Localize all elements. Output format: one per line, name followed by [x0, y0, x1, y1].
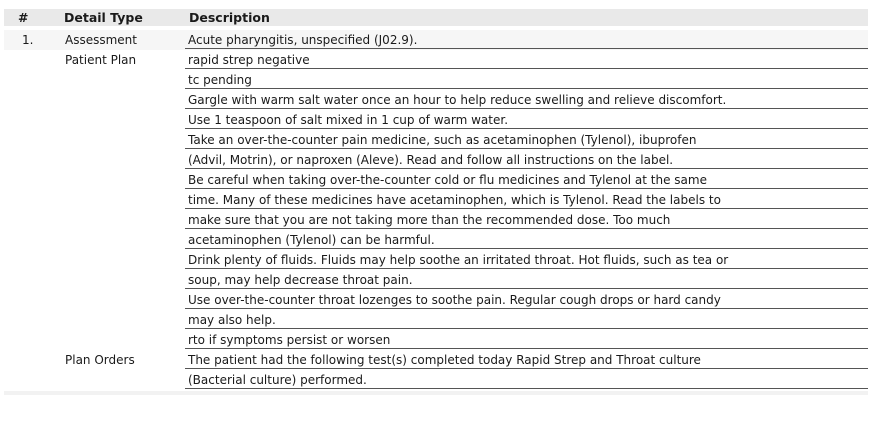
row-description: make sure that you are not taking more than the recommended dose. Too much [185, 210, 868, 229]
table-row [4, 170, 868, 190]
table-row [4, 110, 868, 130]
table-row [4, 150, 868, 170]
row-detail-type: Assessment [65, 33, 137, 47]
row-detail-type: Patient Plan [65, 53, 137, 67]
header-detail-type: Detail Type [64, 10, 143, 25]
table-row [4, 290, 868, 310]
table-row [4, 350, 868, 370]
header-number: # [18, 10, 29, 25]
row-description: soup, may help decrease throat pain. [185, 270, 868, 289]
row-description: Gargle with warm salt water once an hour to help reduce swelling and relieve discomfort. [185, 90, 868, 109]
table-row [4, 50, 868, 70]
table-row [4, 190, 868, 210]
table-row [4, 370, 868, 390]
table-row [4, 210, 868, 230]
table-row [4, 250, 868, 270]
row-number: 1. [22, 33, 34, 47]
table-row [4, 310, 868, 330]
table-row [4, 30, 868, 50]
table-row [4, 270, 868, 290]
header-description: Description [189, 10, 270, 25]
table-row [4, 230, 868, 250]
row-description: may also help. [185, 310, 868, 329]
row-description: time. Many of these medicines have acetaminophen, which is Tylenol. Read the labels to [185, 190, 868, 209]
table-footer-strip [4, 391, 868, 395]
row-description: Drink plenty of fluids. Fluids may help soothe an irritated throat. Hot fluids, such as tea or [185, 250, 868, 269]
table-row [4, 130, 868, 150]
row-description: Be careful when taking over-the-counter cold or flu medicines and Tylenol at the same [185, 170, 868, 189]
row-description: tc pending [185, 70, 868, 89]
row-description: rapid strep negative [185, 50, 868, 69]
row-description: Use 1 teaspoon of salt mixed in 1 cup of warm water. [185, 110, 868, 129]
row-description: (Advil, Motrin), or naproxen (Aleve). Read and follow all instructions on the label. [185, 150, 868, 169]
row-detail-type: Plan Orders [65, 353, 135, 367]
table-row [4, 330, 868, 350]
row-description: The patient had the following test(s) completed today Rapid Strep and Throat culture [185, 350, 868, 369]
row-description: Use over-the-counter throat lozenges to soothe pain. Regular cough drops or hard candy [185, 290, 868, 309]
table-header [4, 9, 868, 26]
row-description: rto if symptoms persist or worsen [185, 330, 868, 349]
table-row [4, 70, 868, 90]
row-description: (Bacterial culture) performed. [185, 370, 868, 389]
table-row [4, 90, 868, 110]
row-description: acetaminophen (Tylenol) can be harmful. [185, 230, 868, 249]
row-description: Acute pharyngitis, unspecified (J02.9). [185, 30, 868, 49]
row-description: Take an over-the-counter pain medicine, such as acetaminophen (Tylenol), ibuprofen [185, 130, 868, 149]
